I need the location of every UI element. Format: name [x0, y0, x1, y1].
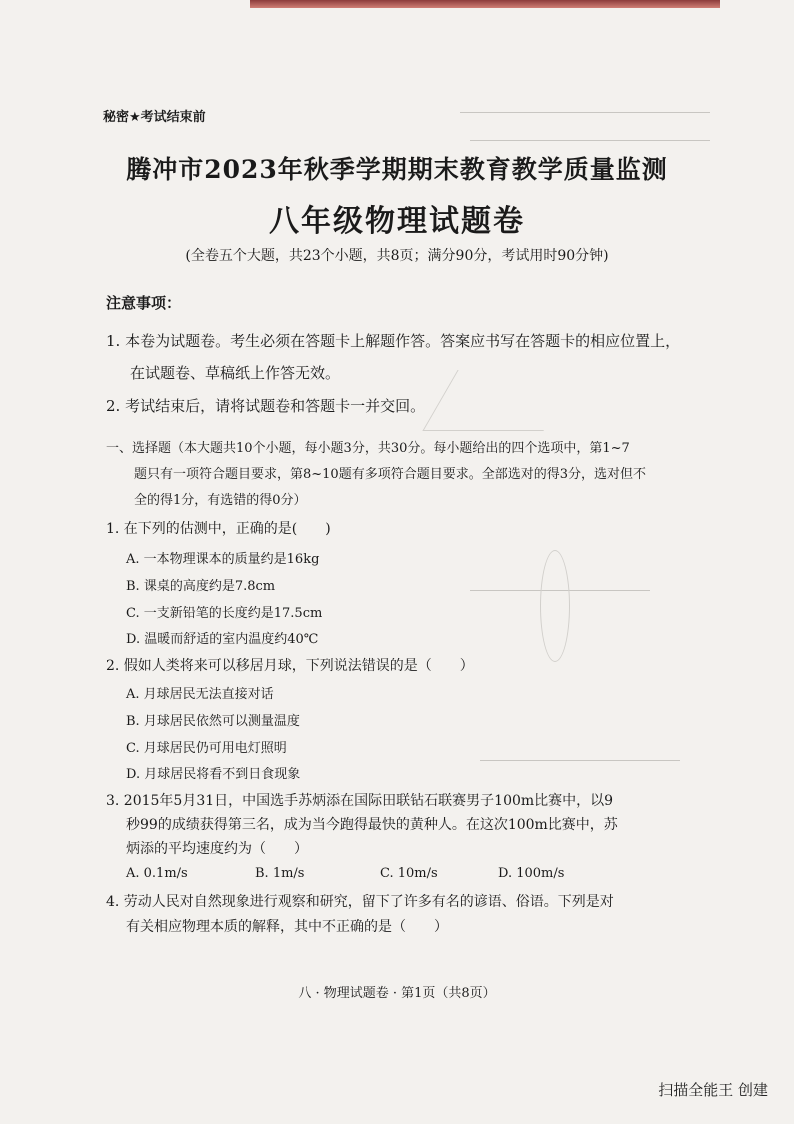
notice-item-2: 2. 考试结束后，请将试题卷和答题卡一并交回。	[106, 397, 426, 415]
page-edge-stripe	[250, 0, 720, 8]
question-3-stem: 3. 2015年5月31日，中国选手苏炳添在国际田联钻石联赛男子100m比赛中，以9	[106, 793, 614, 809]
question-1-stem: 1. 在下列的估测中，正确的是( )	[106, 521, 331, 537]
bleed-through-line	[460, 112, 710, 113]
exam-title: 腾冲市2023年秋季学期期末教育教学质量监测	[126, 155, 668, 184]
question-3-option-b: B. 1m/s	[255, 866, 305, 881]
question-3-stem-cont: 炳添的平均速度约为（ ）	[126, 841, 308, 857]
question-2-option-a: A. 月球居民无法直接对话	[126, 687, 274, 702]
question-1-option-a: A. 一本物理课本的质量约是16kg	[126, 552, 320, 567]
section-line: 题只有一项符合题目要求，第8~10题有多项符合题目要求。全部选对的得3分，选对但不	[134, 467, 646, 482]
question-2-option-d: D. 月球居民将看不到日食现象	[126, 767, 301, 782]
question-4-stem-cont: 有关相应物理本质的解释，其中不正确的是（ ）	[126, 919, 448, 935]
question-1-option-b: B. 课桌的高度约是7.8cm	[126, 579, 276, 594]
question-3-stem-cont: 秒99的成绩获得第三名，成为当今跑得最快的黄种人。在这次100m比赛中，苏	[126, 817, 618, 833]
question-3-option-c: C. 10m/s	[380, 866, 438, 881]
bleed-through-diagram	[422, 370, 578, 431]
page-footer: 八 · 物理试题卷 · 第1页（共8页）	[298, 986, 496, 1001]
notice-item-1: 1. 本卷为试题卷。考生必须在答题卡上解题作答。答案应书写在答题卡的相应位置上，	[106, 332, 681, 350]
bleed-through-diagram	[540, 550, 570, 662]
exam-subject-title: 八年级物理试题卷	[269, 204, 525, 239]
bleed-through-line	[480, 760, 680, 761]
question-2-stem: 2. 假如人类将来可以移居月球，下列说法错误的是（ ）	[106, 658, 474, 674]
exam-info: (全卷五个大题，共23个小题，共8页；满分90分，考试用时90分钟)	[185, 248, 609, 264]
question-1-option-c: C. 一支新铅笔的长度约是17.5cm	[126, 606, 323, 621]
section-line: 全的得1分，有选错的得0分）	[134, 493, 307, 508]
question-3-option-d: D. 100m/s	[498, 866, 565, 881]
question-2-option-c: C. 月球居民仍可用电灯照明	[126, 741, 287, 756]
notice-item-1-cont: 在试题卷、草稿纸上作答无效。	[130, 364, 341, 382]
section-line: 一、选择题（本大题共10个小题，每小题3分，共30分。每小题给出的四个选项中，第1~7	[106, 441, 630, 456]
bleed-through-line	[470, 140, 710, 141]
notice-heading: 注意事项：	[106, 294, 182, 312]
question-3-option-a: A. 0.1m/s	[126, 866, 188, 881]
section-instructions	[106, 436, 726, 514]
question-2-option-b: B. 月球居民依然可以测量温度	[126, 714, 300, 729]
question-4-stem: 4. 劳动人民对自然现象进行观察和研究，留下了许多有名的谚语、俗语。下列是对	[106, 894, 614, 910]
scanner-watermark: 扫描全能王 创建	[658, 1081, 768, 1099]
question-1-option-d: D. 温暖而舒适的室内温度约40℃	[126, 632, 319, 647]
confidential-label: 秘密★考试结束前	[103, 110, 206, 125]
